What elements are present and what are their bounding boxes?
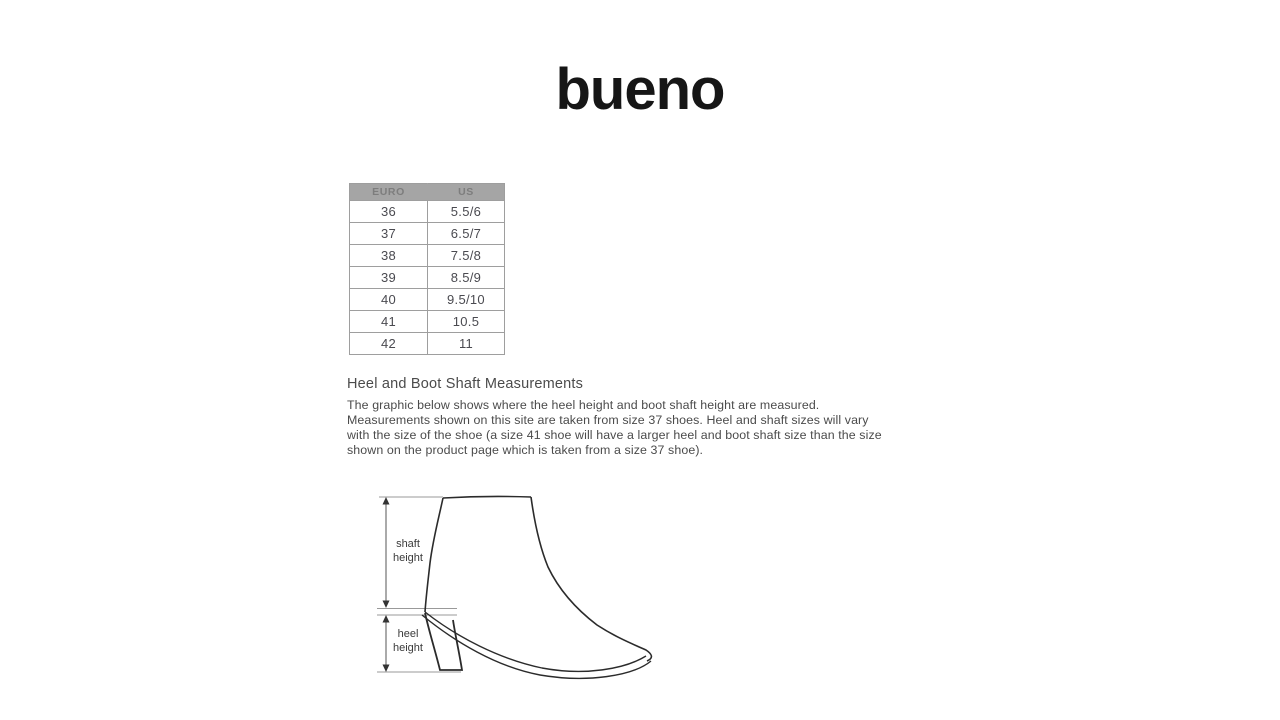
shaft-height-label-line2: height xyxy=(393,552,423,564)
arrow-down-icon xyxy=(383,665,390,673)
size-conversion-table xyxy=(349,183,505,355)
size-row xyxy=(350,267,505,289)
us-size-cell: 5.5/6 xyxy=(428,201,505,223)
measurements-heading: Heel and Boot Shaft Measurements xyxy=(347,376,584,392)
euro-size-cell: 41 xyxy=(350,311,428,333)
boot-right-edge xyxy=(531,497,651,661)
us-size-cell: 11 xyxy=(428,333,505,355)
euro-size-cell: 37 xyxy=(350,223,428,245)
euro-size-cell: 38 xyxy=(350,245,428,267)
us-size-cell: 10.5 xyxy=(428,311,505,333)
us-size-cell: 8.5/9 xyxy=(428,267,505,289)
measurements-description-line: The graphic below shows where the heel height and boot shaft height are measured. xyxy=(347,398,820,412)
us-size-cell: 6.5/7 xyxy=(428,223,505,245)
euro-column-header: EURO xyxy=(350,184,428,201)
arrow-up-icon xyxy=(383,497,390,505)
euro-size-cell: 36 xyxy=(350,201,428,223)
measurements-description-line: Measurements shown on this site are taken from size 37 shoes. Heel and shaft sizes will vary xyxy=(347,412,869,427)
measurements-description xyxy=(347,398,882,458)
arrow-up-icon xyxy=(383,615,390,623)
arrow-down-icon xyxy=(383,601,390,609)
size-row xyxy=(350,311,505,333)
us-size-cell: 9.5/10 xyxy=(428,289,505,311)
size-row xyxy=(350,333,505,355)
euro-size-cell: 40 xyxy=(350,289,428,311)
measurements-description-line: shown on the product page which is taken from a size 37 shoe). xyxy=(347,442,704,457)
brand-logo: bueno xyxy=(555,57,725,122)
boot-shaft-top xyxy=(443,496,531,498)
size-table-header-row xyxy=(350,184,505,201)
heel-height-label-line1: heel xyxy=(397,628,419,640)
euro-size-cell: 39 xyxy=(350,267,428,289)
boot-measurement-diagram xyxy=(375,487,657,685)
boot-sole-lower-line xyxy=(422,615,651,678)
size-row xyxy=(350,289,505,311)
measurements-description-line: with the size of the shoe (a size 41 shoe will have a larger heel and boot shaft size than the size xyxy=(347,427,882,442)
size-row xyxy=(350,201,505,223)
euro-size-cell: 42 xyxy=(350,333,428,355)
shaft-height-label-line1: shaft xyxy=(396,538,420,550)
heel-height-label-line2: height xyxy=(393,642,423,654)
boot-left-edge xyxy=(425,498,443,612)
us-column-header: US xyxy=(428,184,505,201)
size-row xyxy=(350,245,505,267)
us-size-cell: 7.5/8 xyxy=(428,245,505,267)
size-row xyxy=(350,223,505,245)
